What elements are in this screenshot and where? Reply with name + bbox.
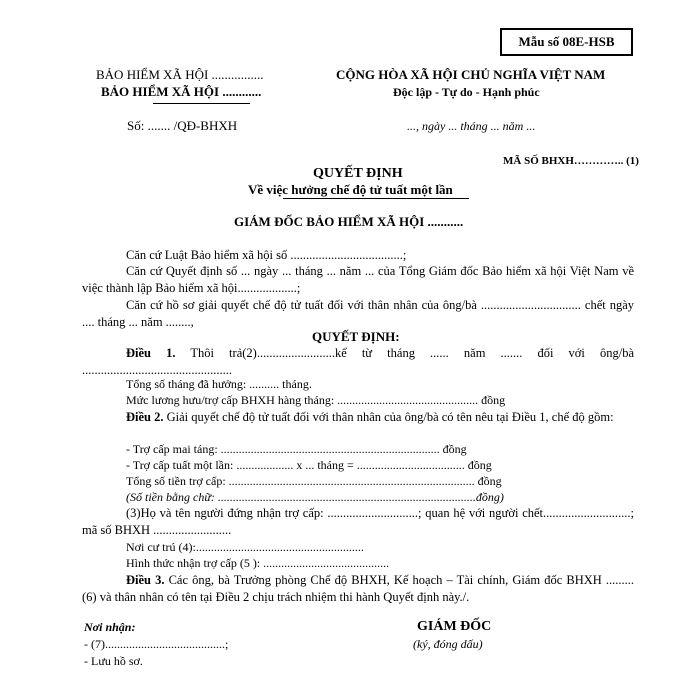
receiving-method: Hình thức nhận trợ cấp (5 ): .......................................... (126, 556, 390, 570)
national-motto: Độc lập - Tự do - Hạnh phúc (393, 85, 540, 99)
agency-line-1: BẢO HIỂM XÃ HỘI ................ (96, 67, 264, 82)
article-2-label: Điều 2. (126, 410, 164, 424)
decision-heading: QUYẾT ĐỊNH: (312, 329, 400, 344)
signature-note: (ký, đóng dấu) (413, 637, 483, 651)
agency-underline (153, 103, 250, 104)
document-title: QUYẾT ĐỊNH (313, 166, 403, 181)
form-code-badge: Mẫu số 08E-HSB (500, 28, 633, 56)
national-title: CỘNG HÒA XÃ HỘI CHỦ NGHĨA VIỆT NAM (336, 67, 606, 82)
place-date: ..., ngày ... tháng ... năm ... (407, 119, 536, 133)
recipients-heading: Nơi nhận: (84, 620, 136, 634)
recipient-info-text: (3)Họ và tên người đứng nhận trợ cấp: .............................; quan hệ với người chết............................; mã số BHXH ......................... (82, 506, 634, 537)
total-allowance: Tổng số tiền trợ cấp: .................................................................................. đồng (126, 474, 502, 488)
basis-dossier-text: Căn cứ hồ sơ giải quyết chế độ tử tuất đối với thân nhân của ông/bà ................................ chết ngày .... tháng ... năm ........, (82, 298, 634, 329)
signature-title: GIÁM ĐỐC (417, 619, 492, 634)
article-1-text: Thôi trả(2).........................kể từ tháng ...... năm ....... đối với ông/bà ................................................ (82, 346, 635, 377)
lump-sum-allowance: - Trợ cấp tuất một lần: ................... x ... tháng = .................................... đồng (126, 458, 492, 472)
decision-number: Số: ....... /QĐ-BHXH (127, 118, 238, 133)
article-3-label: Điều 3. (126, 573, 165, 587)
article-2 (82, 409, 634, 426)
article-2-text: Giải quyết chế độ tử tuất đối với thân nhân của ông/bà có tên nêu tại Điều 1, chế độ gồm: (163, 410, 614, 424)
basis-law-text: Căn cứ Luật Bảo hiểm xã hội số ....................................; (126, 248, 407, 262)
months-received: Tổng số tháng đã hưởng: .......... tháng. (126, 377, 312, 391)
article-1 (82, 345, 634, 379)
funeral-allowance: - Trợ cấp mai táng: ......................................................................... đồng (126, 442, 467, 456)
article-3 (82, 572, 634, 606)
recipient-info (82, 505, 634, 539)
basis-decision (82, 263, 634, 297)
document-subtitle: Về việc hưởng chế độ tử tuất một lần (248, 182, 453, 197)
subtitle-underline (283, 198, 469, 199)
article-1-label: Điều 1. (126, 346, 176, 360)
recipients-item-2: - Lưu hồ sơ. (84, 654, 143, 668)
amount-in-words: (Số tiền bằng chữ: ......................................................................................đồng) (126, 490, 504, 504)
article-3-text: Các ông, bà Trưởng phòng Chế độ BHXH, Kế hoạch – Tài chính, Giám đốc BHXH ......... (6) và thân nhân có tên tại Điều 2 chịu trách nhiệm thi hành Quyết định này./. (82, 573, 635, 604)
bhxh-code-line: MÃ SỐ BHXH………….. (1) (503, 155, 639, 167)
basis-decision-text: Căn cứ Quyết định số ... ngày ... tháng ... năm ... của Tổng Giám đốc Bảo hiểm xã hội Việt Nam về việc thành lập Bảo hiểm xã hội...................; (82, 264, 634, 295)
basis-law (82, 247, 634, 264)
recipients-item-1: - (7)........................................; (84, 637, 229, 651)
agency-line-2: BẢO HIỂM XÃ HỘI ............ (101, 84, 262, 99)
basis-dossier (82, 297, 634, 331)
monthly-pension: Mức lương hưu/trợ cấp BHXH hàng tháng: ............................................... đồng (126, 393, 506, 407)
director-heading: GIÁM ĐỐC BẢO HIỂM XÃ HỘI ........... (234, 214, 464, 229)
residence: Nơi cư trú (4):........................................................ (126, 540, 364, 554)
